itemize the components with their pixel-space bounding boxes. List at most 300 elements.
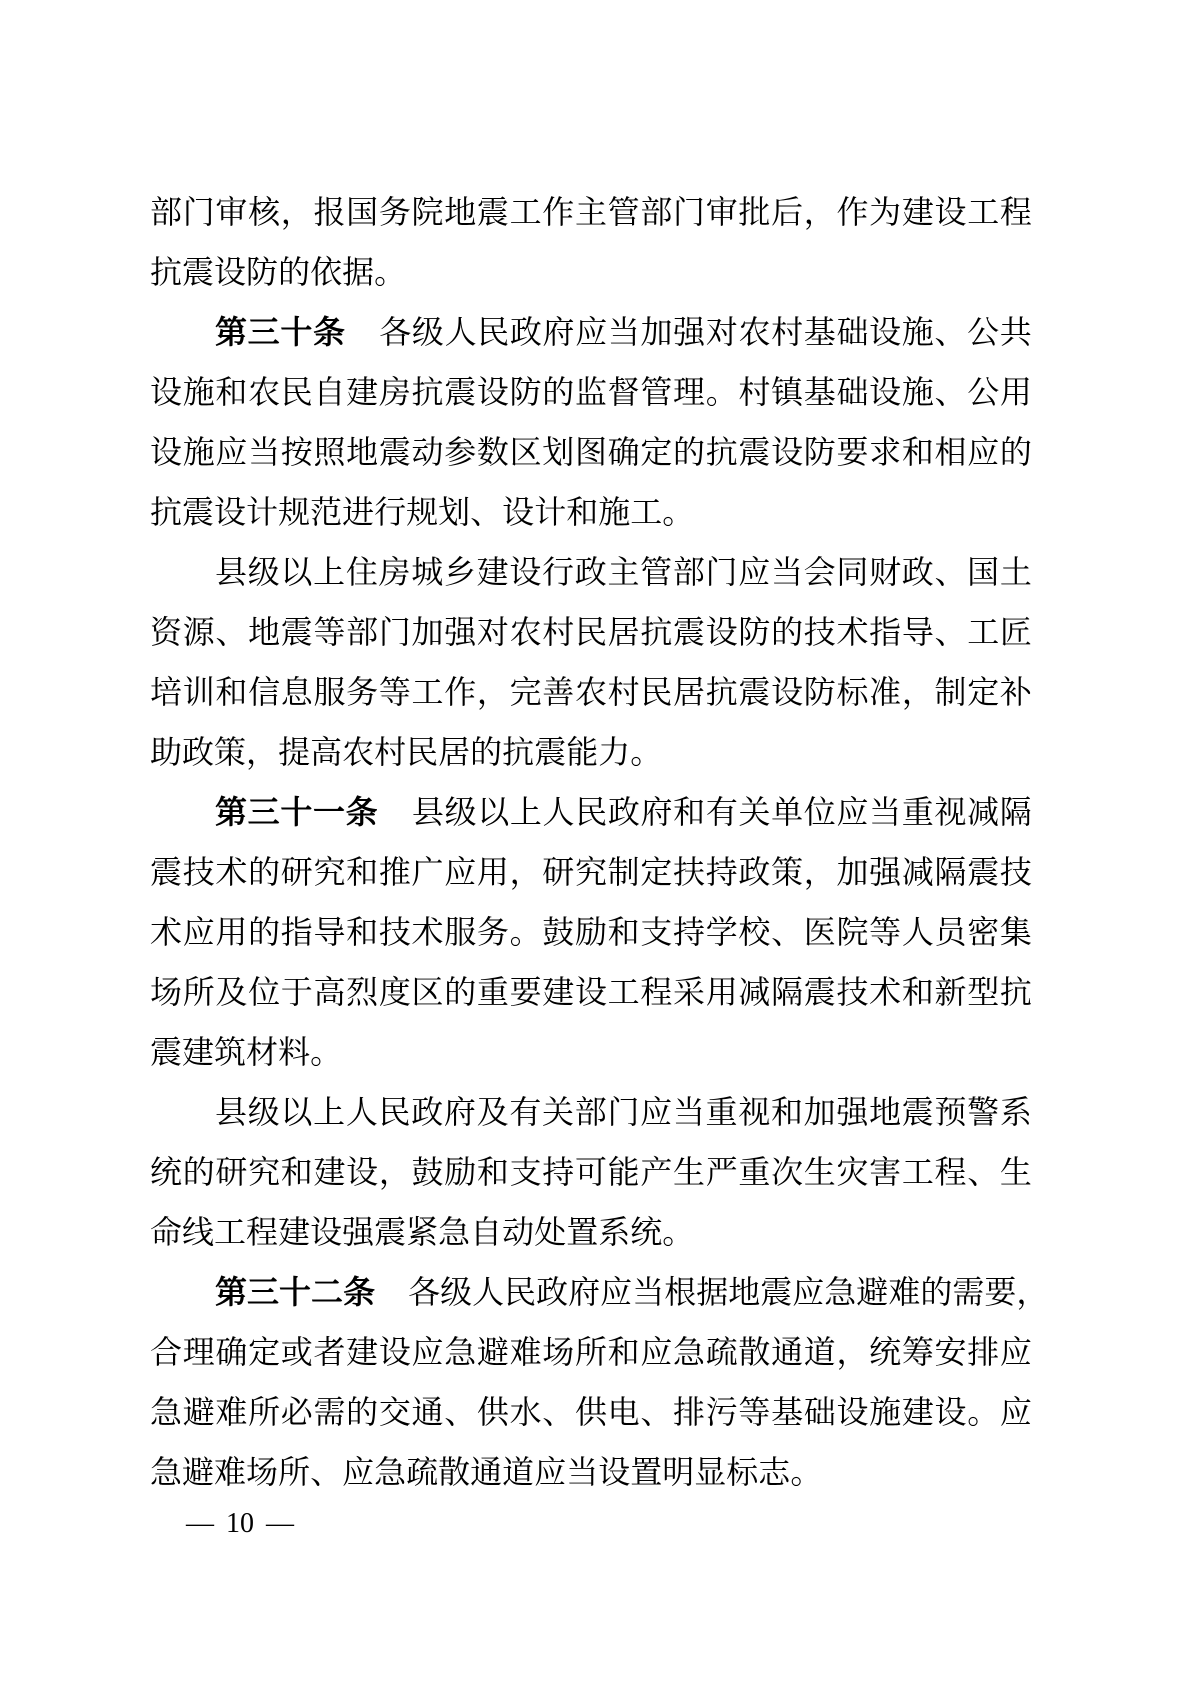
body-char: 、 bbox=[934, 374, 967, 410]
text-line bbox=[150, 782, 1032, 842]
body-char: 采 bbox=[673, 974, 706, 1010]
body-char: 应 bbox=[215, 434, 248, 470]
body-char: 和 bbox=[215, 374, 248, 410]
body-char: 指 bbox=[869, 614, 902, 650]
body-char: 人 bbox=[901, 914, 934, 950]
body-char: 害 bbox=[869, 1154, 902, 1190]
body-char: 避 bbox=[182, 1454, 215, 1490]
body-char: 镇 bbox=[771, 374, 804, 410]
body-char: 进 bbox=[342, 494, 375, 530]
body-char: ， bbox=[803, 854, 836, 890]
body-char: 地 bbox=[728, 1274, 761, 1310]
body-char: 设 bbox=[476, 374, 509, 410]
body-char: 当 bbox=[672, 1094, 705, 1130]
body-char: 和 bbox=[673, 794, 706, 830]
body-char: 散 bbox=[438, 1454, 471, 1490]
body-char: 集 bbox=[999, 914, 1032, 950]
body-char: 府 bbox=[542, 314, 575, 350]
body-char: 依 bbox=[310, 254, 343, 290]
body-char: 应 bbox=[444, 854, 477, 890]
body-char: 和 bbox=[607, 1334, 640, 1370]
body-char: 术 bbox=[836, 614, 869, 650]
body-char: 行 bbox=[542, 554, 575, 590]
body-char: 建 bbox=[313, 1154, 346, 1190]
body-char: 地 bbox=[869, 1094, 902, 1130]
body-char: 震 bbox=[901, 1094, 934, 1130]
body-char: 和 bbox=[346, 854, 379, 890]
article-heading-char: 三 bbox=[247, 794, 280, 830]
body-char: 完 bbox=[509, 674, 542, 710]
body-char: 务 bbox=[378, 194, 411, 230]
body-char: 居 bbox=[438, 734, 471, 770]
body-char: 政 bbox=[509, 314, 542, 350]
body-char: 震 bbox=[182, 494, 215, 530]
body-char: 加 bbox=[411, 614, 444, 650]
body-char: 急 bbox=[150, 1454, 183, 1490]
body-char: 持 bbox=[542, 1154, 575, 1190]
body-char: 财 bbox=[869, 554, 902, 590]
body-char: 关 bbox=[738, 794, 771, 830]
body-char: 。 bbox=[630, 734, 663, 770]
text-line bbox=[150, 1442, 1032, 1502]
body-char: 交 bbox=[378, 1394, 411, 1430]
body-char: 当 bbox=[632, 1274, 665, 1310]
body-char: 民 bbox=[280, 374, 313, 410]
body-char: 门 bbox=[705, 554, 738, 590]
body-char: 土 bbox=[999, 554, 1032, 590]
body-char: 技 bbox=[378, 914, 411, 950]
body-char: 供 bbox=[574, 1394, 607, 1430]
article-heading-char: 十 bbox=[280, 314, 313, 350]
body-char: 系 bbox=[598, 1214, 631, 1250]
body-char: 民 bbox=[378, 1094, 411, 1130]
body-char: 或 bbox=[280, 1334, 313, 1370]
body-char: 的 bbox=[278, 254, 311, 290]
article-heading-char: 第 bbox=[215, 314, 248, 350]
article-heading-char: 第 bbox=[215, 794, 248, 830]
body-char: 理 bbox=[673, 374, 706, 410]
body-char: 级 bbox=[411, 314, 444, 350]
body-char: 施 bbox=[182, 434, 215, 470]
body-char: 服 bbox=[313, 674, 346, 710]
body-char: 级 bbox=[440, 1274, 473, 1310]
body-char: 。 bbox=[662, 1214, 695, 1250]
body-char: 等 bbox=[378, 674, 411, 710]
body-char: 设 bbox=[150, 374, 183, 410]
body-char: 应 bbox=[738, 554, 771, 590]
body-char: 校 bbox=[738, 914, 771, 950]
body-char: 区 bbox=[509, 434, 542, 470]
text-line bbox=[150, 302, 1032, 362]
body-char: 建 bbox=[346, 374, 379, 410]
body-char: 共 bbox=[999, 314, 1032, 350]
body-char: 设 bbox=[214, 254, 247, 290]
body-char: 加 bbox=[803, 1094, 836, 1130]
body-char: 鼓 bbox=[542, 914, 575, 950]
body-char: 程 bbox=[246, 1214, 279, 1250]
body-char: 严 bbox=[705, 1154, 738, 1190]
body-char: 建 bbox=[901, 194, 934, 230]
body-char: 培 bbox=[150, 674, 183, 710]
body-char: 当 bbox=[607, 314, 640, 350]
body-char: 资 bbox=[150, 614, 183, 650]
body-char: 务 bbox=[346, 674, 379, 710]
text-body bbox=[150, 182, 1049, 1502]
body-char: 程 bbox=[640, 974, 673, 1010]
body-char: 应 bbox=[999, 1394, 1032, 1430]
body-char: 新 bbox=[934, 974, 967, 1010]
body-char: 高 bbox=[310, 734, 343, 770]
body-char: 应 bbox=[534, 1454, 567, 1490]
body-char: 线 bbox=[182, 1214, 215, 1250]
body-char: ， bbox=[476, 674, 509, 710]
body-char: 持 bbox=[673, 914, 706, 950]
body-char: ， bbox=[836, 1334, 869, 1370]
body-char: 批 bbox=[738, 194, 771, 230]
body-char: 震 bbox=[444, 374, 477, 410]
article-heading-char: 一 bbox=[312, 794, 345, 830]
body-char: 难 bbox=[214, 1454, 247, 1490]
body-char: 可 bbox=[574, 1154, 607, 1190]
body-char: 推 bbox=[378, 854, 411, 890]
body-char: 村 bbox=[738, 374, 771, 410]
body-char: 防 bbox=[803, 434, 836, 470]
body-char: 准 bbox=[869, 674, 902, 710]
body-char: 地 bbox=[346, 434, 379, 470]
body-char: 防 bbox=[738, 614, 771, 650]
text-line bbox=[150, 1142, 1032, 1202]
body-char: 所 bbox=[182, 974, 215, 1010]
body-char: 当 bbox=[869, 794, 902, 830]
body-char: 设 bbox=[509, 554, 542, 590]
body-char: 能 bbox=[566, 734, 599, 770]
body-char: 理 bbox=[182, 1334, 215, 1370]
body-char: 设 bbox=[771, 674, 804, 710]
body-char: 审 bbox=[705, 194, 738, 230]
body-char: 加 bbox=[640, 314, 673, 350]
body-char: 院 bbox=[411, 194, 444, 230]
body-char: 震 bbox=[738, 674, 771, 710]
body-char: 主 bbox=[574, 194, 607, 230]
body-char: ， bbox=[803, 194, 836, 230]
body-char: 型 bbox=[967, 974, 1000, 1010]
body-char: 政 bbox=[536, 1274, 569, 1310]
body-char: 据 bbox=[342, 254, 375, 290]
body-char: 重 bbox=[738, 1154, 771, 1190]
body-char: 统 bbox=[869, 1334, 902, 1370]
body-char: 公 bbox=[967, 314, 1000, 350]
text-line bbox=[150, 242, 1032, 302]
body-char: 基 bbox=[803, 314, 836, 350]
body-char: 震 bbox=[476, 194, 509, 230]
body-char: 为 bbox=[869, 194, 902, 230]
body-char: 避 bbox=[476, 1334, 509, 1370]
body-char: 基 bbox=[771, 1394, 804, 1430]
body-char: 支 bbox=[640, 914, 673, 950]
body-char: 工 bbox=[607, 974, 640, 1010]
body-char: 上 bbox=[313, 1094, 346, 1130]
text-line bbox=[150, 1262, 1049, 1322]
body-char: 和 bbox=[901, 974, 934, 1010]
body-char: 所 bbox=[574, 1334, 607, 1370]
body-char: 设 bbox=[346, 1154, 379, 1190]
body-char: 震 bbox=[378, 434, 411, 470]
text-line bbox=[150, 962, 1032, 1022]
body-char: 视 bbox=[934, 794, 967, 830]
body-char: 需 bbox=[313, 1394, 346, 1430]
body-char: 县 bbox=[215, 554, 248, 590]
body-char: 政 bbox=[901, 554, 934, 590]
article-heading-char: 条 bbox=[343, 1274, 376, 1310]
body-char: 补 bbox=[999, 674, 1032, 710]
body-char: 统 bbox=[150, 1154, 183, 1190]
body-char: ， bbox=[280, 194, 313, 230]
body-char: 急 bbox=[150, 1394, 183, 1430]
body-char: 后 bbox=[771, 194, 804, 230]
body-char: 究 bbox=[574, 854, 607, 890]
body-char: 定 bbox=[248, 1334, 281, 1370]
body-char: 划 bbox=[438, 494, 471, 530]
body-char: 确 bbox=[215, 1334, 248, 1370]
body-char: 防 bbox=[803, 674, 836, 710]
body-char: 民 bbox=[640, 674, 673, 710]
body-char: 。 bbox=[374, 254, 407, 290]
body-char: 级 bbox=[247, 554, 280, 590]
body-char: 建 bbox=[278, 1214, 311, 1250]
body-char: 单 bbox=[771, 794, 804, 830]
body-char: 管 bbox=[640, 554, 673, 590]
body-char: 人 bbox=[542, 794, 575, 830]
body-char: 明 bbox=[662, 1454, 695, 1490]
body-char: 震 bbox=[534, 734, 567, 770]
body-char: 急 bbox=[673, 1334, 706, 1370]
article-heading-char: 三 bbox=[247, 1274, 280, 1310]
body-char: 导 bbox=[313, 914, 346, 950]
body-char: 重 bbox=[476, 974, 509, 1010]
body-char: 部 bbox=[150, 194, 183, 230]
body-char: 减 bbox=[967, 794, 1000, 830]
body-char: 命 bbox=[150, 1214, 183, 1250]
body-char: 、 bbox=[967, 1154, 1000, 1190]
body-char: 国 bbox=[967, 554, 1000, 590]
body-char: 上 bbox=[509, 794, 542, 830]
body-char: 强 bbox=[673, 314, 706, 350]
body-char: 农 bbox=[738, 314, 771, 350]
body-char: 道 bbox=[803, 1334, 836, 1370]
body-char: 作 bbox=[542, 194, 575, 230]
body-char: 技 bbox=[836, 974, 869, 1010]
body-char: 院 bbox=[836, 914, 869, 950]
body-char: 程 bbox=[934, 1154, 967, 1190]
body-char: 处 bbox=[534, 1214, 567, 1250]
body-char: 对 bbox=[705, 314, 738, 350]
text-line bbox=[150, 662, 1032, 722]
body-char: 研 bbox=[215, 1154, 248, 1190]
body-char: 府 bbox=[640, 794, 673, 830]
body-char: 匠 bbox=[999, 614, 1032, 650]
body-char: 参 bbox=[444, 434, 477, 470]
body-char: 、 bbox=[542, 1394, 575, 1430]
body-char: 础 bbox=[803, 1394, 836, 1430]
body-char: 自 bbox=[313, 374, 346, 410]
body-char: 门 bbox=[607, 1094, 640, 1130]
body-char: 务 bbox=[476, 914, 509, 950]
body-char: 供 bbox=[476, 1394, 509, 1430]
body-char: 设 bbox=[836, 1394, 869, 1430]
body-char: 的 bbox=[920, 1274, 953, 1310]
body-char: 加 bbox=[836, 854, 869, 890]
body-char: 应 bbox=[182, 914, 215, 950]
body-char: 确 bbox=[607, 434, 640, 470]
body-char: 以 bbox=[280, 1094, 313, 1130]
body-char: 于 bbox=[280, 974, 313, 1010]
body-char: 震 bbox=[673, 614, 706, 650]
body-char: 密 bbox=[967, 914, 1000, 950]
body-char: 相 bbox=[934, 434, 967, 470]
body-char: 度 bbox=[378, 974, 411, 1010]
body-char: 设 bbox=[598, 1454, 631, 1490]
body-char: 。 bbox=[705, 374, 738, 410]
body-char: 上 bbox=[313, 554, 346, 590]
body-char: 训 bbox=[182, 674, 215, 710]
body-char: 对 bbox=[476, 614, 509, 650]
body-char: 散 bbox=[738, 1334, 771, 1370]
body-char: 信 bbox=[248, 674, 281, 710]
body-char: 支 bbox=[509, 1154, 542, 1190]
body-char: 、 bbox=[934, 614, 967, 650]
body-char: 行 bbox=[374, 494, 407, 530]
body-char: 隔 bbox=[771, 974, 804, 1010]
body-char: 励 bbox=[444, 1154, 477, 1190]
body-char: 合 bbox=[150, 1334, 183, 1370]
body-char: 强 bbox=[444, 614, 477, 650]
body-char: 农 bbox=[574, 674, 607, 710]
body-char: ， bbox=[378, 1154, 411, 1190]
body-char: 料 bbox=[278, 1034, 311, 1070]
body-char: 生 bbox=[803, 1154, 836, 1190]
body-char: 根 bbox=[664, 1274, 697, 1310]
body-char: 居 bbox=[607, 614, 640, 650]
body-char: 部 bbox=[346, 614, 379, 650]
body-char: 和 bbox=[476, 1154, 509, 1190]
body-char: 。 bbox=[967, 1394, 1000, 1430]
body-char: 设 bbox=[934, 1394, 967, 1430]
body-char: 材 bbox=[246, 1034, 279, 1070]
body-char: 究 bbox=[313, 854, 346, 890]
body-char: 的 bbox=[673, 434, 706, 470]
body-char: 区 bbox=[411, 974, 444, 1010]
body-char: 地 bbox=[444, 194, 477, 230]
body-char: 的 bbox=[771, 614, 804, 650]
article-heading-char: 第 bbox=[215, 1274, 248, 1310]
body-char: 、 bbox=[640, 1394, 673, 1430]
body-char: 础 bbox=[836, 314, 869, 350]
body-char: 施 bbox=[182, 374, 215, 410]
body-char: 术 bbox=[411, 914, 444, 950]
body-char: 、 bbox=[444, 1394, 477, 1430]
article-heading-char: 二 bbox=[311, 1274, 344, 1310]
body-char: 扶 bbox=[673, 854, 706, 890]
body-char: 广 bbox=[411, 854, 444, 890]
text-line bbox=[150, 362, 1032, 422]
body-char: 住 bbox=[345, 554, 378, 590]
body-char: 筑 bbox=[214, 1034, 247, 1070]
body-char: 生 bbox=[999, 1154, 1032, 1190]
body-char: 村 bbox=[771, 314, 804, 350]
body-char: 助 bbox=[150, 734, 183, 770]
article-heading-char: 条 bbox=[312, 314, 345, 350]
body-char: 道 bbox=[502, 1454, 535, 1490]
body-char: 应 bbox=[999, 1334, 1032, 1370]
body-char: 所 bbox=[278, 1454, 311, 1490]
body-char: 要 bbox=[984, 1274, 1017, 1310]
body-char: 建 bbox=[182, 1034, 215, 1070]
body-char: 术 bbox=[869, 974, 902, 1010]
body-char: 设 bbox=[574, 974, 607, 1010]
body-char: 应 bbox=[792, 1274, 825, 1310]
body-char: 的 bbox=[248, 914, 281, 950]
body-char: 预 bbox=[934, 1094, 967, 1130]
body-char: 当 bbox=[566, 1454, 599, 1490]
body-char: 设 bbox=[502, 494, 535, 530]
body-char: 的 bbox=[444, 974, 477, 1010]
body-char: 工 bbox=[411, 674, 444, 710]
body-char: 数 bbox=[476, 434, 509, 470]
body-char: 、 bbox=[771, 914, 804, 950]
body-char: 抗 bbox=[502, 734, 535, 770]
body-char: 。 bbox=[662, 494, 695, 530]
body-char: 设 bbox=[378, 1334, 411, 1370]
text-line bbox=[150, 602, 1032, 662]
body-char: 动 bbox=[502, 1214, 535, 1250]
body-char: 民 bbox=[477, 314, 510, 350]
body-char: 通 bbox=[411, 1394, 444, 1430]
body-char: 生 bbox=[673, 1154, 706, 1190]
body-char: 乡 bbox=[443, 554, 476, 590]
body-char: 隔 bbox=[934, 854, 967, 890]
body-char: 府 bbox=[568, 1274, 601, 1310]
body-char: 减 bbox=[901, 854, 934, 890]
body-char: 动 bbox=[411, 434, 444, 470]
body-char: 部 bbox=[672, 554, 705, 590]
body-char: 人 bbox=[444, 314, 477, 350]
body-char: 善 bbox=[542, 674, 575, 710]
body-char: 的 bbox=[248, 854, 281, 890]
body-char: 难 bbox=[888, 1274, 921, 1310]
body-char: 安 bbox=[934, 1334, 967, 1370]
body-char: 监 bbox=[574, 374, 607, 410]
body-char: 设 bbox=[771, 434, 804, 470]
body-char: 人 bbox=[345, 1094, 378, 1130]
text-line bbox=[150, 1082, 1032, 1142]
body-char: 场 bbox=[150, 974, 183, 1010]
body-char: 有 bbox=[509, 1094, 542, 1130]
body-char: ， bbox=[1016, 1274, 1049, 1310]
body-char: ， bbox=[509, 854, 542, 890]
body-char: 、 bbox=[470, 494, 503, 530]
body-char: 防 bbox=[246, 254, 279, 290]
body-char: 强 bbox=[869, 854, 902, 890]
body-char: 污 bbox=[705, 1394, 738, 1430]
body-char: 作 bbox=[444, 674, 477, 710]
body-char: 居 bbox=[673, 674, 706, 710]
article-heading-char: 条 bbox=[345, 794, 378, 830]
body-char: 的 bbox=[470, 734, 503, 770]
body-char: 必 bbox=[280, 1394, 313, 1430]
body-char: 民 bbox=[575, 794, 608, 830]
body-char: 震 bbox=[182, 254, 215, 290]
body-char: 村 bbox=[607, 674, 640, 710]
